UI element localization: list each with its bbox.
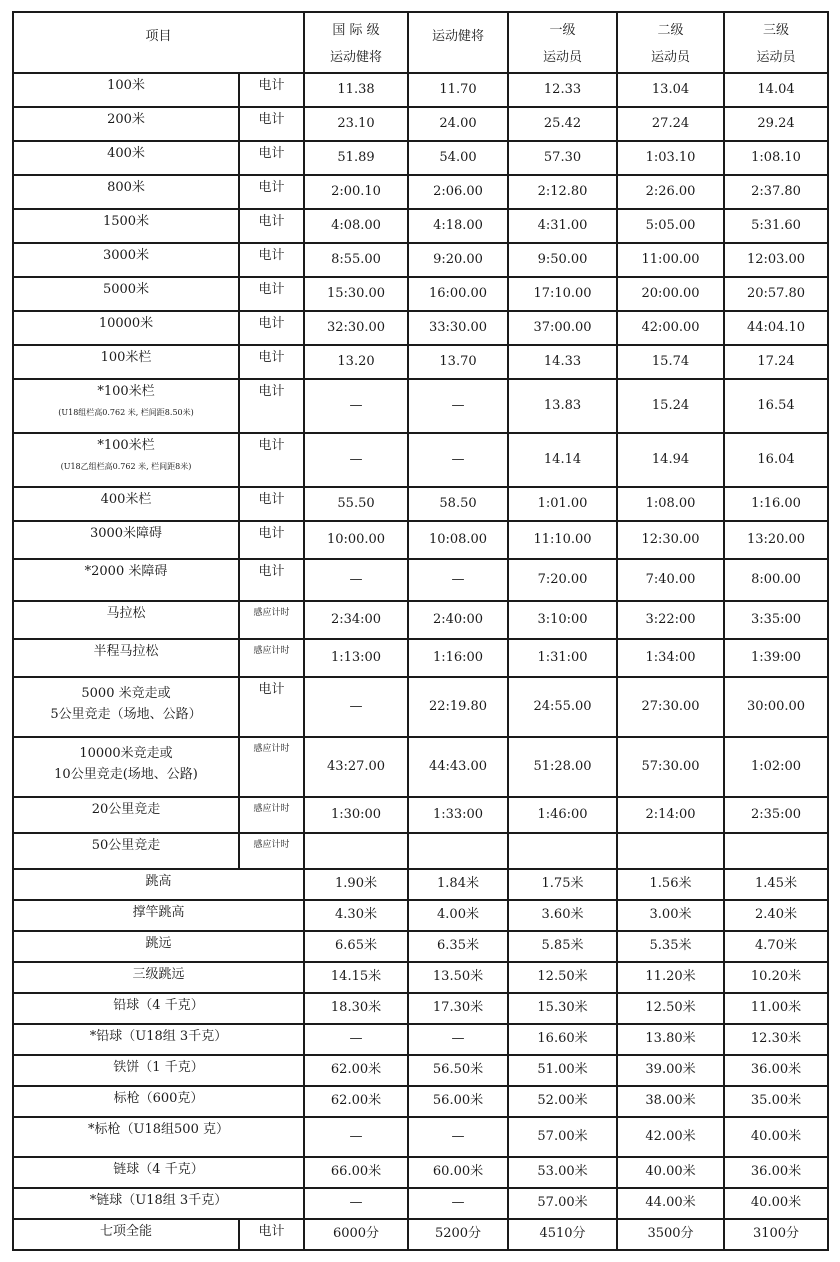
standard-value-cell: 10.20米	[724, 962, 828, 993]
standard-value-cell: 43:27.00	[304, 737, 408, 797]
standard-value-cell: 1:08.10	[724, 141, 828, 175]
event-name: 跳远	[145, 935, 172, 951]
event-name: 链球（4 千克）	[113, 1161, 204, 1177]
standard-value-cell: 62.00米	[304, 1086, 408, 1117]
standard-value-cell: —	[304, 1117, 408, 1157]
header-master	[408, 12, 508, 73]
event-cell	[13, 1055, 304, 1086]
table-row	[13, 1188, 828, 1219]
table-row	[13, 639, 828, 677]
standard-value-cell: 2:00.10	[304, 175, 408, 209]
standard-value-cell: 23.10	[304, 107, 408, 141]
standard-value-cell: —	[304, 1024, 408, 1055]
standard-value-cell: 4:08.00	[304, 209, 408, 243]
event-name: *100米栏	[97, 383, 155, 399]
event-cell	[13, 1117, 304, 1157]
event-name: 50公里竞走	[91, 837, 161, 853]
standard-value-cell: 11.38	[304, 73, 408, 107]
standard-value-cell: 13.80米	[617, 1024, 724, 1055]
standard-value-cell: 2:37.80	[724, 175, 828, 209]
standard-value-cell: 4.70米	[724, 931, 828, 962]
standard-value-cell: 57:30.00	[617, 737, 724, 797]
standard-value-cell: 58.50	[408, 487, 508, 521]
event-cell	[13, 962, 304, 993]
standard-value-cell: 17.24	[724, 345, 828, 379]
event-cell	[13, 993, 304, 1024]
timing-method: 感应计时	[239, 737, 304, 797]
standard-value-cell: 10:00.00	[304, 521, 408, 559]
standard-value-cell: —	[304, 379, 408, 433]
event-name: 400米栏	[100, 491, 152, 507]
standard-value-cell: 56.00米	[408, 1086, 508, 1117]
standard-value-cell: 52.00米	[508, 1086, 617, 1117]
event-note: (U18组栏高0.762 米, 栏间距8.50米)	[58, 408, 194, 418]
table-row	[13, 487, 828, 521]
standard-value-cell: 3:10:00	[508, 601, 617, 639]
event-name: 100米栏	[100, 349, 152, 365]
event-cell	[13, 1188, 304, 1219]
standard-value-cell: 12.33	[508, 73, 617, 107]
standard-value-cell: —	[408, 379, 508, 433]
table-row	[13, 869, 828, 900]
standard-value-cell: 12:30.00	[617, 521, 724, 559]
event-cell	[13, 487, 239, 521]
standard-value-cell: 18.30米	[304, 993, 408, 1024]
standard-value-cell: 40.00米	[724, 1117, 828, 1157]
table-row	[13, 175, 828, 209]
standard-value-cell: 11:10.00	[508, 521, 617, 559]
event-name: 100米	[107, 77, 145, 93]
table-row	[13, 433, 828, 487]
header-item-label: 项目	[145, 29, 172, 44]
standard-value-cell: 15.30米	[508, 993, 617, 1024]
standard-value-cell: 25.42	[508, 107, 617, 141]
standard-value-cell: 13.20	[304, 345, 408, 379]
standard-value-cell: 3100分	[724, 1219, 828, 1250]
standard-value-cell: 11.70	[408, 73, 508, 107]
standard-value-cell: 10:08.00	[408, 521, 508, 559]
standard-value-cell: 11.20米	[617, 962, 724, 993]
standard-value-cell: —	[304, 433, 408, 487]
standard-value-cell: 11.00米	[724, 993, 828, 1024]
event-name: 3000米	[102, 247, 150, 263]
header-col5-line2: 运动员	[756, 50, 796, 66]
standard-value-cell: 2:06.00	[408, 175, 508, 209]
standard-value-cell: 6.35米	[408, 931, 508, 962]
table-row	[13, 277, 828, 311]
standard-value-cell: —	[304, 559, 408, 601]
timing-method: 电计	[239, 379, 304, 433]
timing-method: 电计	[239, 487, 304, 521]
standard-value-cell: 3:35:00	[724, 601, 828, 639]
event-name: 半程马拉松	[93, 643, 159, 659]
timing-method: 电计	[239, 209, 304, 243]
timing-method: 电计	[239, 73, 304, 107]
event-name: 跳高	[145, 873, 172, 889]
table-row	[13, 1157, 828, 1188]
standard-value-cell: 1.75米	[508, 869, 617, 900]
timing-method: 电计	[239, 433, 304, 487]
event-note: (U18乙组栏高0.762 米, 栏间距8米)	[60, 462, 192, 472]
event-cell	[13, 833, 239, 869]
standard-value-cell	[304, 833, 408, 869]
event-cell	[13, 1024, 304, 1055]
standard-value-cell: 42.00米	[617, 1117, 724, 1157]
table-row	[13, 993, 828, 1024]
event-cell	[13, 311, 239, 345]
timing-method: 电计	[239, 559, 304, 601]
standard-value-cell: 16.04	[724, 433, 828, 487]
standard-value-cell: 57.00米	[508, 1188, 617, 1219]
standard-value-cell: 13.83	[508, 379, 617, 433]
table-row	[13, 677, 828, 737]
table-row	[13, 737, 828, 797]
event-name: 铅球（4 千克）	[113, 997, 204, 1013]
standard-value-cell: 14.33	[508, 345, 617, 379]
standard-value-cell: 22:19.80	[408, 677, 508, 737]
standard-value-cell: 15:30.00	[304, 277, 408, 311]
standard-value-cell: 13.70	[408, 345, 508, 379]
event-name: 5000米	[102, 281, 150, 297]
standard-value-cell: 37:00.00	[508, 311, 617, 345]
standards-table	[12, 11, 829, 1251]
event-cell	[13, 639, 239, 677]
standard-value-cell: 14.14	[508, 433, 617, 487]
standard-value-cell: 1:33:00	[408, 797, 508, 833]
event-cell	[13, 559, 239, 601]
standard-value-cell: 17.30米	[408, 993, 508, 1024]
standard-value-cell	[617, 833, 724, 869]
standard-value-cell: 62.00米	[304, 1055, 408, 1086]
event-name: *2000 米障碍	[84, 563, 168, 579]
standard-value-cell: —	[408, 1024, 508, 1055]
event-cell	[13, 277, 239, 311]
standard-value-cell: 2:14:00	[617, 797, 724, 833]
standard-value-cell: 14.94	[617, 433, 724, 487]
event-name: 三级跳远	[132, 966, 185, 982]
standard-value-cell: 1:03.10	[617, 141, 724, 175]
standard-value-cell: 14.04	[724, 73, 828, 107]
standard-value-cell: 12.50米	[617, 993, 724, 1024]
event-name: 400米	[107, 145, 145, 161]
standard-value-cell: 5:05.00	[617, 209, 724, 243]
table-row	[13, 833, 828, 869]
standard-value-cell: 4.00米	[408, 900, 508, 931]
standard-value-cell: —	[304, 677, 408, 737]
standard-value-cell: 14.15米	[304, 962, 408, 993]
standard-value-cell: 3.60米	[508, 900, 617, 931]
event-name: 20公里竞走	[91, 801, 161, 817]
event-cell	[13, 900, 304, 931]
timing-method: 感应计时	[239, 601, 304, 639]
timing-method: 电计	[239, 243, 304, 277]
standard-value-cell: 2:26.00	[617, 175, 724, 209]
standard-value-cell: 3500分	[617, 1219, 724, 1250]
standard-value-cell: —	[408, 1117, 508, 1157]
table-row	[13, 1055, 828, 1086]
event-cell	[13, 107, 239, 141]
event-cell	[13, 797, 239, 833]
event-name: *链球（U18组 3千克）	[89, 1192, 228, 1208]
standard-value-cell: 1.56米	[617, 869, 724, 900]
standard-value-cell: 13:20.00	[724, 521, 828, 559]
event-cell	[13, 175, 239, 209]
table-row	[13, 243, 828, 277]
standard-value-cell: 1:08.00	[617, 487, 724, 521]
standard-value-cell: 1:01.00	[508, 487, 617, 521]
table-row	[13, 962, 828, 993]
standard-value-cell: 1:34:00	[617, 639, 724, 677]
event-cell	[13, 243, 239, 277]
standard-value-cell: 2:40:00	[408, 601, 508, 639]
standard-value-cell: —	[408, 1188, 508, 1219]
standard-value-cell: 55.50	[304, 487, 408, 521]
table-row	[13, 559, 828, 601]
table-row	[13, 1024, 828, 1055]
standard-value-cell: 1:13:00	[304, 639, 408, 677]
event-cell	[13, 1219, 239, 1250]
event-cell	[13, 601, 239, 639]
event-name: 10000米竞走或	[79, 745, 173, 761]
header-col1-line2: 运动健将	[330, 50, 383, 66]
timing-method: 电计	[239, 1219, 304, 1250]
timing-method: 电计	[239, 677, 304, 737]
header-row	[13, 12, 828, 73]
event-name: 10000米	[98, 315, 154, 331]
timing-method: 电计	[239, 311, 304, 345]
standard-value-cell: 8:55.00	[304, 243, 408, 277]
standard-value-cell: 33:30.00	[408, 311, 508, 345]
standard-value-cell: 1:16:00	[408, 639, 508, 677]
standard-value-cell: 2.40米	[724, 900, 828, 931]
event-cell	[13, 737, 239, 797]
standard-value-cell: 9:20.00	[408, 243, 508, 277]
standard-value-cell: 51.00米	[508, 1055, 617, 1086]
header-col3-line1: 一级	[549, 23, 576, 38]
standard-value-cell	[408, 833, 508, 869]
standard-value-cell: 44:04.10	[724, 311, 828, 345]
event-cell	[13, 433, 239, 487]
event-name: 1500米	[102, 213, 150, 229]
standard-value-cell: 54.00	[408, 141, 508, 175]
event-name: 800米	[107, 179, 145, 195]
standard-value-cell: 1:02:00	[724, 737, 828, 797]
table-row	[13, 379, 828, 433]
standard-value-cell: 51:28.00	[508, 737, 617, 797]
standard-value-cell: 44.00米	[617, 1188, 724, 1219]
header-international-master	[304, 12, 408, 73]
table-row	[13, 345, 828, 379]
event-name: 铁饼（1 千克）	[113, 1059, 204, 1075]
event-name: *标枪（U18组500 克）	[88, 1121, 229, 1137]
standard-value-cell: —	[304, 1188, 408, 1219]
standard-value-cell: 13.50米	[408, 962, 508, 993]
standard-value-cell: 1:16.00	[724, 487, 828, 521]
standard-value-cell	[724, 833, 828, 869]
standard-value-cell: 2:35:00	[724, 797, 828, 833]
standard-value-cell: 44:43.00	[408, 737, 508, 797]
standard-value-cell: 40.00米	[724, 1188, 828, 1219]
event-cell	[13, 73, 239, 107]
standard-value-cell: 16.54	[724, 379, 828, 433]
event-cell	[13, 1157, 304, 1188]
standard-value-cell: 1:30:00	[304, 797, 408, 833]
standard-value-cell: 1.90米	[304, 869, 408, 900]
event-name: 3000米障碍	[89, 525, 163, 541]
event-cell	[13, 345, 239, 379]
event-name: *铅球（U18组 3千克）	[89, 1028, 228, 1044]
table-row	[13, 521, 828, 559]
standard-value-cell: 6.65米	[304, 931, 408, 962]
table-row	[13, 107, 828, 141]
event-name: 5000 米竞走或	[81, 685, 171, 701]
timing-method: 电计	[239, 107, 304, 141]
standard-value-cell: 5200分	[408, 1219, 508, 1250]
standard-value-cell: 16:00.00	[408, 277, 508, 311]
standard-value-cell: 2:12.80	[508, 175, 617, 209]
standard-value-cell: 5.85米	[508, 931, 617, 962]
standard-value-cell: 36.00米	[724, 1157, 828, 1188]
standard-value-cell: 4510分	[508, 1219, 617, 1250]
standard-value-cell: 36.00米	[724, 1055, 828, 1086]
standard-value-cell: 2:34:00	[304, 601, 408, 639]
standard-value-cell: 5.35米	[617, 931, 724, 962]
table-row	[13, 931, 828, 962]
standard-value-cell: 24:55.00	[508, 677, 617, 737]
standard-value-cell: 20:57.80	[724, 277, 828, 311]
table-row	[13, 209, 828, 243]
standard-value-cell: 56.50米	[408, 1055, 508, 1086]
timing-method: 感应计时	[239, 833, 304, 869]
standard-value-cell: 1:31:00	[508, 639, 617, 677]
standard-value-cell: 16.60米	[508, 1024, 617, 1055]
table-row	[13, 311, 828, 345]
standard-value-cell: 42:00.00	[617, 311, 724, 345]
event-cell	[13, 209, 239, 243]
standard-value-cell: 1.45米	[724, 869, 828, 900]
standard-value-cell: 3:22:00	[617, 601, 724, 639]
standard-value-cell: 60.00米	[408, 1157, 508, 1188]
timing-method: 感应计时	[239, 797, 304, 833]
standard-value-cell: 35.00米	[724, 1086, 828, 1117]
header-col4-line1: 二级	[657, 23, 684, 38]
standard-value-cell: 9:50.00	[508, 243, 617, 277]
header-second-class	[617, 12, 724, 73]
event-cell	[13, 677, 239, 737]
table-row	[13, 141, 828, 175]
event-name: 马拉松	[106, 605, 146, 621]
standard-value-cell: 11:00.00	[617, 243, 724, 277]
event-name: *100米栏	[97, 437, 155, 453]
standard-value-cell: 24.00	[408, 107, 508, 141]
table-row	[13, 73, 828, 107]
table-row	[13, 1086, 828, 1117]
header-col3-line2: 运动员	[543, 50, 583, 66]
standard-value-cell: —	[408, 559, 508, 601]
standard-value-cell: 40.00米	[617, 1157, 724, 1188]
timing-method: 感应计时	[239, 639, 304, 677]
standard-value-cell: 4:18.00	[408, 209, 508, 243]
standard-value-cell: 5:31.60	[724, 209, 828, 243]
standard-value-cell: 27:30.00	[617, 677, 724, 737]
standard-value-cell: 1:39:00	[724, 639, 828, 677]
standard-value-cell	[508, 833, 617, 869]
standard-value-cell: 32:30.00	[304, 311, 408, 345]
standard-value-cell: 17:10.00	[508, 277, 617, 311]
event-cell	[13, 521, 239, 559]
table-row	[13, 1117, 828, 1157]
standard-value-cell: 1.84米	[408, 869, 508, 900]
table-row	[13, 797, 828, 833]
table-row	[13, 900, 828, 931]
standard-value-cell: 53.00米	[508, 1157, 617, 1188]
event-name: 200米	[107, 111, 145, 127]
standard-value-cell: 29.24	[724, 107, 828, 141]
event-cell	[13, 379, 239, 433]
header-col2-label: 运动健将	[432, 29, 485, 44]
timing-method: 电计	[239, 277, 304, 311]
standard-value-cell: 51.89	[304, 141, 408, 175]
standard-value-cell: 7:20.00	[508, 559, 617, 601]
event-name: 标枪（600克）	[113, 1090, 204, 1106]
header-first-class	[508, 12, 617, 73]
standard-value-cell: 12:03.00	[724, 243, 828, 277]
standard-value-cell: 8:00.00	[724, 559, 828, 601]
standard-value-cell: 38.00米	[617, 1086, 724, 1117]
standard-value-cell: 57.00米	[508, 1117, 617, 1157]
event-name: 撑竿跳高	[132, 904, 185, 920]
header-item	[13, 12, 304, 73]
timing-method: 电计	[239, 175, 304, 209]
timing-method: 电计	[239, 141, 304, 175]
event-name: 七项全能	[99, 1223, 152, 1239]
standard-value-cell: 20:00.00	[617, 277, 724, 311]
header-col1-line1: 国 际 级	[332, 23, 380, 38]
table-row	[13, 601, 828, 639]
event-cell	[13, 1086, 304, 1117]
standard-value-cell: 13.04	[617, 73, 724, 107]
header-col4-line2: 运动员	[651, 50, 691, 66]
standard-value-cell: 30:00.00	[724, 677, 828, 737]
standard-value-cell: 1:46:00	[508, 797, 617, 833]
event-name-line2: 10公里竞走(场地、公路)	[54, 767, 198, 783]
standard-value-cell: 3.00米	[617, 900, 724, 931]
standard-value-cell: 15.74	[617, 345, 724, 379]
timing-method: 电计	[239, 521, 304, 559]
standard-value-cell: 12.30米	[724, 1024, 828, 1055]
event-cell	[13, 869, 304, 900]
standard-value-cell: 27.24	[617, 107, 724, 141]
timing-method: 电计	[239, 345, 304, 379]
event-cell	[13, 931, 304, 962]
table-row	[13, 1219, 828, 1250]
event-name-line2: 5公里竞走（场地、公路）	[50, 707, 202, 723]
header-col5-line1: 三级	[763, 23, 790, 38]
standard-value-cell: —	[408, 433, 508, 487]
standard-value-cell: 7:40.00	[617, 559, 724, 601]
standard-value-cell: 6000分	[304, 1219, 408, 1250]
standard-value-cell: 12.50米	[508, 962, 617, 993]
standard-value-cell: 15.24	[617, 379, 724, 433]
standard-value-cell: 57.30	[508, 141, 617, 175]
standard-value-cell: 4:31.00	[508, 209, 617, 243]
header-third-class	[724, 12, 828, 73]
event-cell	[13, 141, 239, 175]
standard-value-cell: 39.00米	[617, 1055, 724, 1086]
standard-value-cell: 66.00米	[304, 1157, 408, 1188]
standard-value-cell: 4.30米	[304, 900, 408, 931]
